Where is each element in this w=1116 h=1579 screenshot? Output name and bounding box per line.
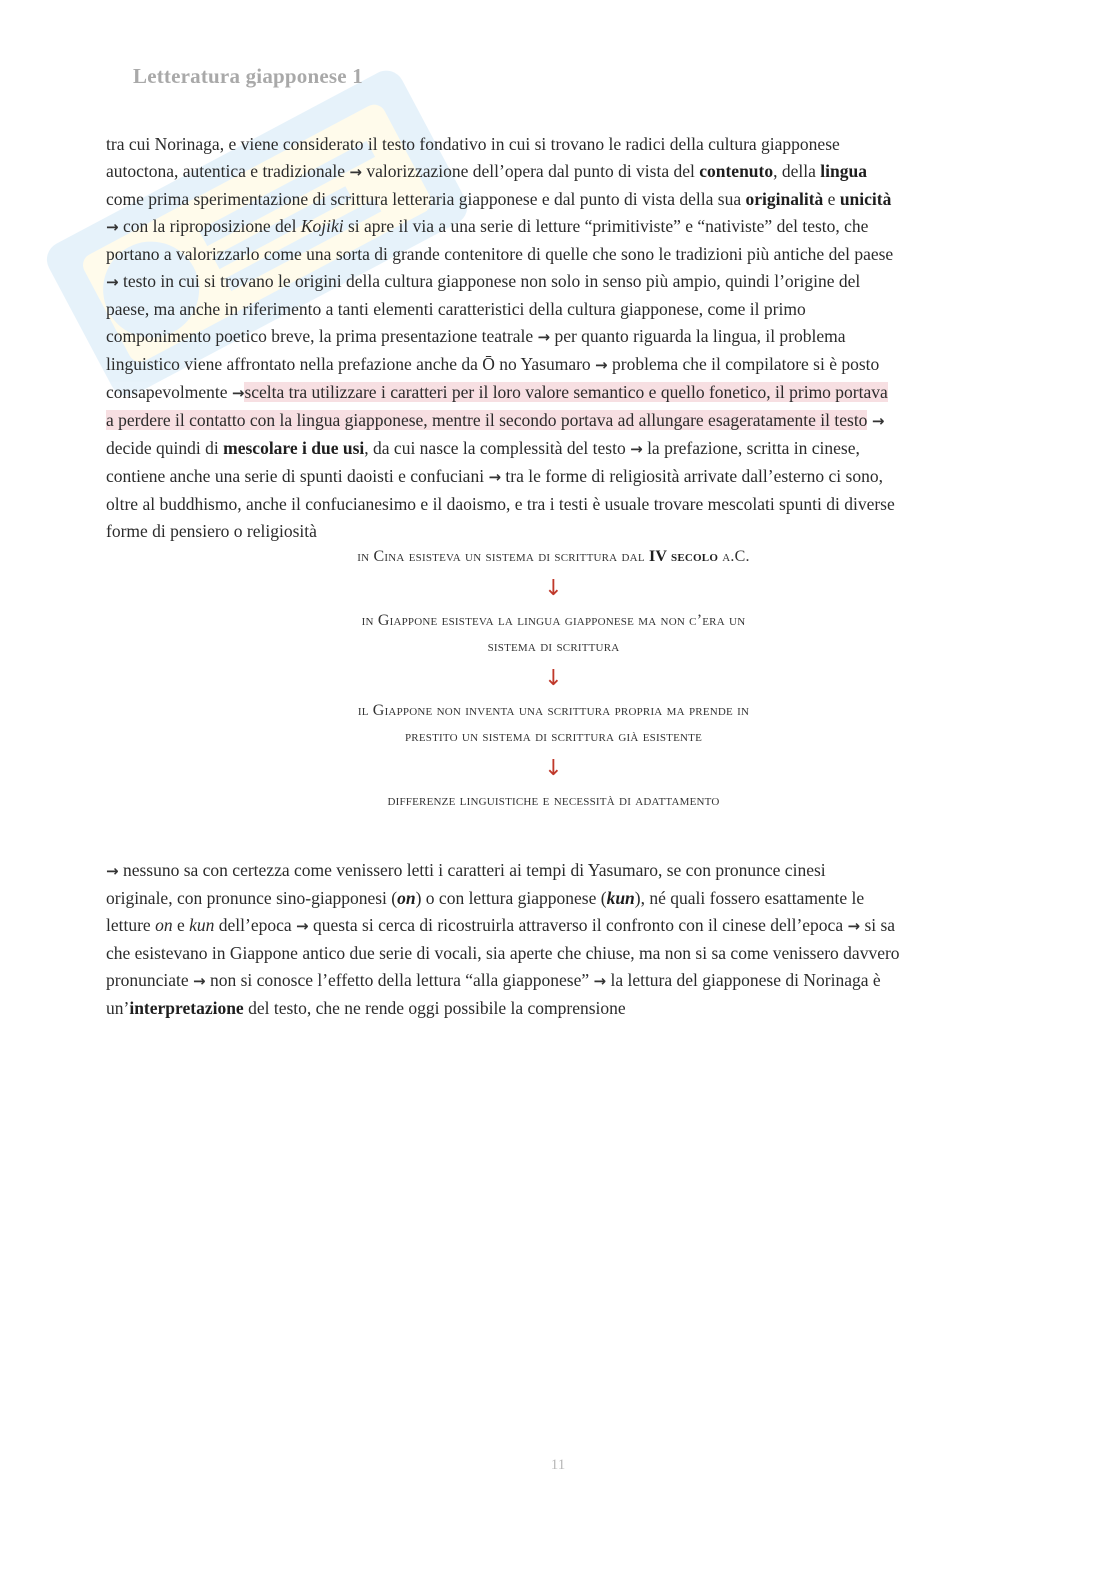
arrow-down-icon: ↓	[544, 756, 563, 781]
flow-diagram	[106, 544, 1001, 814]
arrow-right-icon: →	[595, 356, 608, 374]
text-line: forme di pensiero o religiosità	[106, 521, 317, 541]
arrow-right-icon: →	[593, 972, 607, 990]
arrow-right-icon: →	[537, 328, 551, 346]
arrow-down-icon: ↓	[544, 666, 563, 691]
arrow-right-icon: →	[630, 440, 643, 458]
text-line: contiene anche una serie di spunti daoisti e confuciani → tra le forme di religiosità arrivate dall’esterno ci sono,	[106, 466, 883, 486]
text-line: → nessuno sa con certezza come venissero letti i caratteri ai tempi di Yasumaro, se con pronunce cinesi	[106, 860, 826, 880]
arrow-down-icon: ↓	[544, 576, 563, 601]
page-number: 11	[550, 1457, 566, 1473]
text-line: tra cui Norinaga, e viene considerato il testo fondativo in cui si trovano le radici della cultura giapponese	[106, 134, 840, 154]
text-line: linguistico viene affrontato nella prefazione anche da Ō no Yasumaro → problema che il compilatore si è posto	[106, 354, 880, 374]
text-line: originale, con pronunce sino-giapponesi (on) o con lettura giapponese (kun), né quali fossero esattamente le	[106, 888, 865, 908]
flow-step-2: in Giappone esisteva la lingua giapponese ma non c’era un sistema di scrittura	[361, 612, 746, 655]
text-line: decide quindi di mescolare i due usi, da cui nasce la complessità del testo → la prefazione, scritta in cinese,	[106, 438, 860, 458]
arrow-right-icon: →	[296, 917, 309, 935]
text-line: un’interpretazione del testo, che ne rende oggi possibile la comprensione	[106, 998, 626, 1018]
arrow-right-icon: →	[847, 917, 861, 935]
page-header-title: Letteratura giapponese 1	[133, 64, 363, 88]
text-line: → testo in cui si trovano le origini della cultura giapponese non solo in senso più ampio, quindi l’origine del	[106, 271, 861, 291]
arrow-right-icon: →	[106, 218, 119, 236]
arrow-right-icon: →	[106, 273, 119, 291]
text-line: che esistevano in Giappone antico due serie di vocali, sia aperte che chiuse, ma non si sa come venissero davvero	[106, 943, 900, 963]
paragraph-1	[106, 131, 1006, 545]
arrow-right-icon: →	[192, 972, 206, 990]
text-line	[106, 407, 1006, 435]
text-line: pronunciate → non si conosce l’effetto della lettura “alla giapponese” → la lettura del giapponese di Norinaga è	[106, 970, 881, 990]
text-line: → con la riproposizione del Kojiki si apre il via a una serie di letture “primitiviste” e “nativiste” del testo, che	[106, 216, 869, 236]
highlighted-text: a perdere il contatto con la lingua giapponese, mentre il secondo portava ad allungare esageratamente il testo	[106, 410, 868, 430]
arrow-right-icon: →	[106, 862, 119, 880]
arrow-right-icon: →	[488, 468, 502, 486]
text-line: paese, ma anche in riferimento a tanti elementi caratteristici della cultura giapponese, come il primo	[106, 299, 806, 319]
text-line: portano a valorizzarlo come una sorta di grande contenitore di quelle che sono le tradizioni più antiche del paese	[106, 244, 894, 264]
arrow-right-icon: →	[231, 384, 245, 402]
text-line: come prima sperimentazione di scrittura letteraria giapponese e dal punto di vista della sua originalità e unicità	[106, 189, 892, 209]
arrow-right-icon: →	[871, 412, 885, 430]
flow-step-1: in Cina esisteva un sistema di scrittura dal IV secolo a.C.	[357, 548, 750, 565]
text-line: letture on e kun dell’epoca → questa si cerca di ricostruirla attraverso il confronto con il cinese dell’epoca → si sa	[106, 915, 896, 935]
flow-step-4: differenze linguistiche e necessità di adattamento	[387, 792, 720, 809]
arrow-right-icon: →	[349, 163, 362, 181]
paragraph-2	[106, 857, 1006, 1022]
text-line: componimento poetico breve, la prima presentazione teatrale → per quanto riguarda la lingua, il problema	[106, 326, 846, 346]
flow-step-3: il Giappone non inventa una scrittura propria ma prende in prestito un sistema di scrittura già esistente	[357, 702, 750, 745]
text-line: consapevolmente →scelta tra utilizzare i caratteri per il loro valore semantico e quello fonetico, il primo portava	[106, 382, 888, 402]
book-title: Kojiki	[300, 216, 344, 236]
text-line: autoctona, autentica e tradizionale → valorizzazione dell’opera dal punto di vista del contenuto, della lingua	[106, 161, 867, 181]
highlighted-text: scelta tra utilizzare i caratteri per il loro valore semantico e quello fonetico, il primo portava	[244, 382, 888, 402]
text-line: oltre al buddhismo, anche il confucianesimo e il daoismo, e tra i testi è usuale trovare mescolati spunti di diverse	[106, 494, 895, 514]
